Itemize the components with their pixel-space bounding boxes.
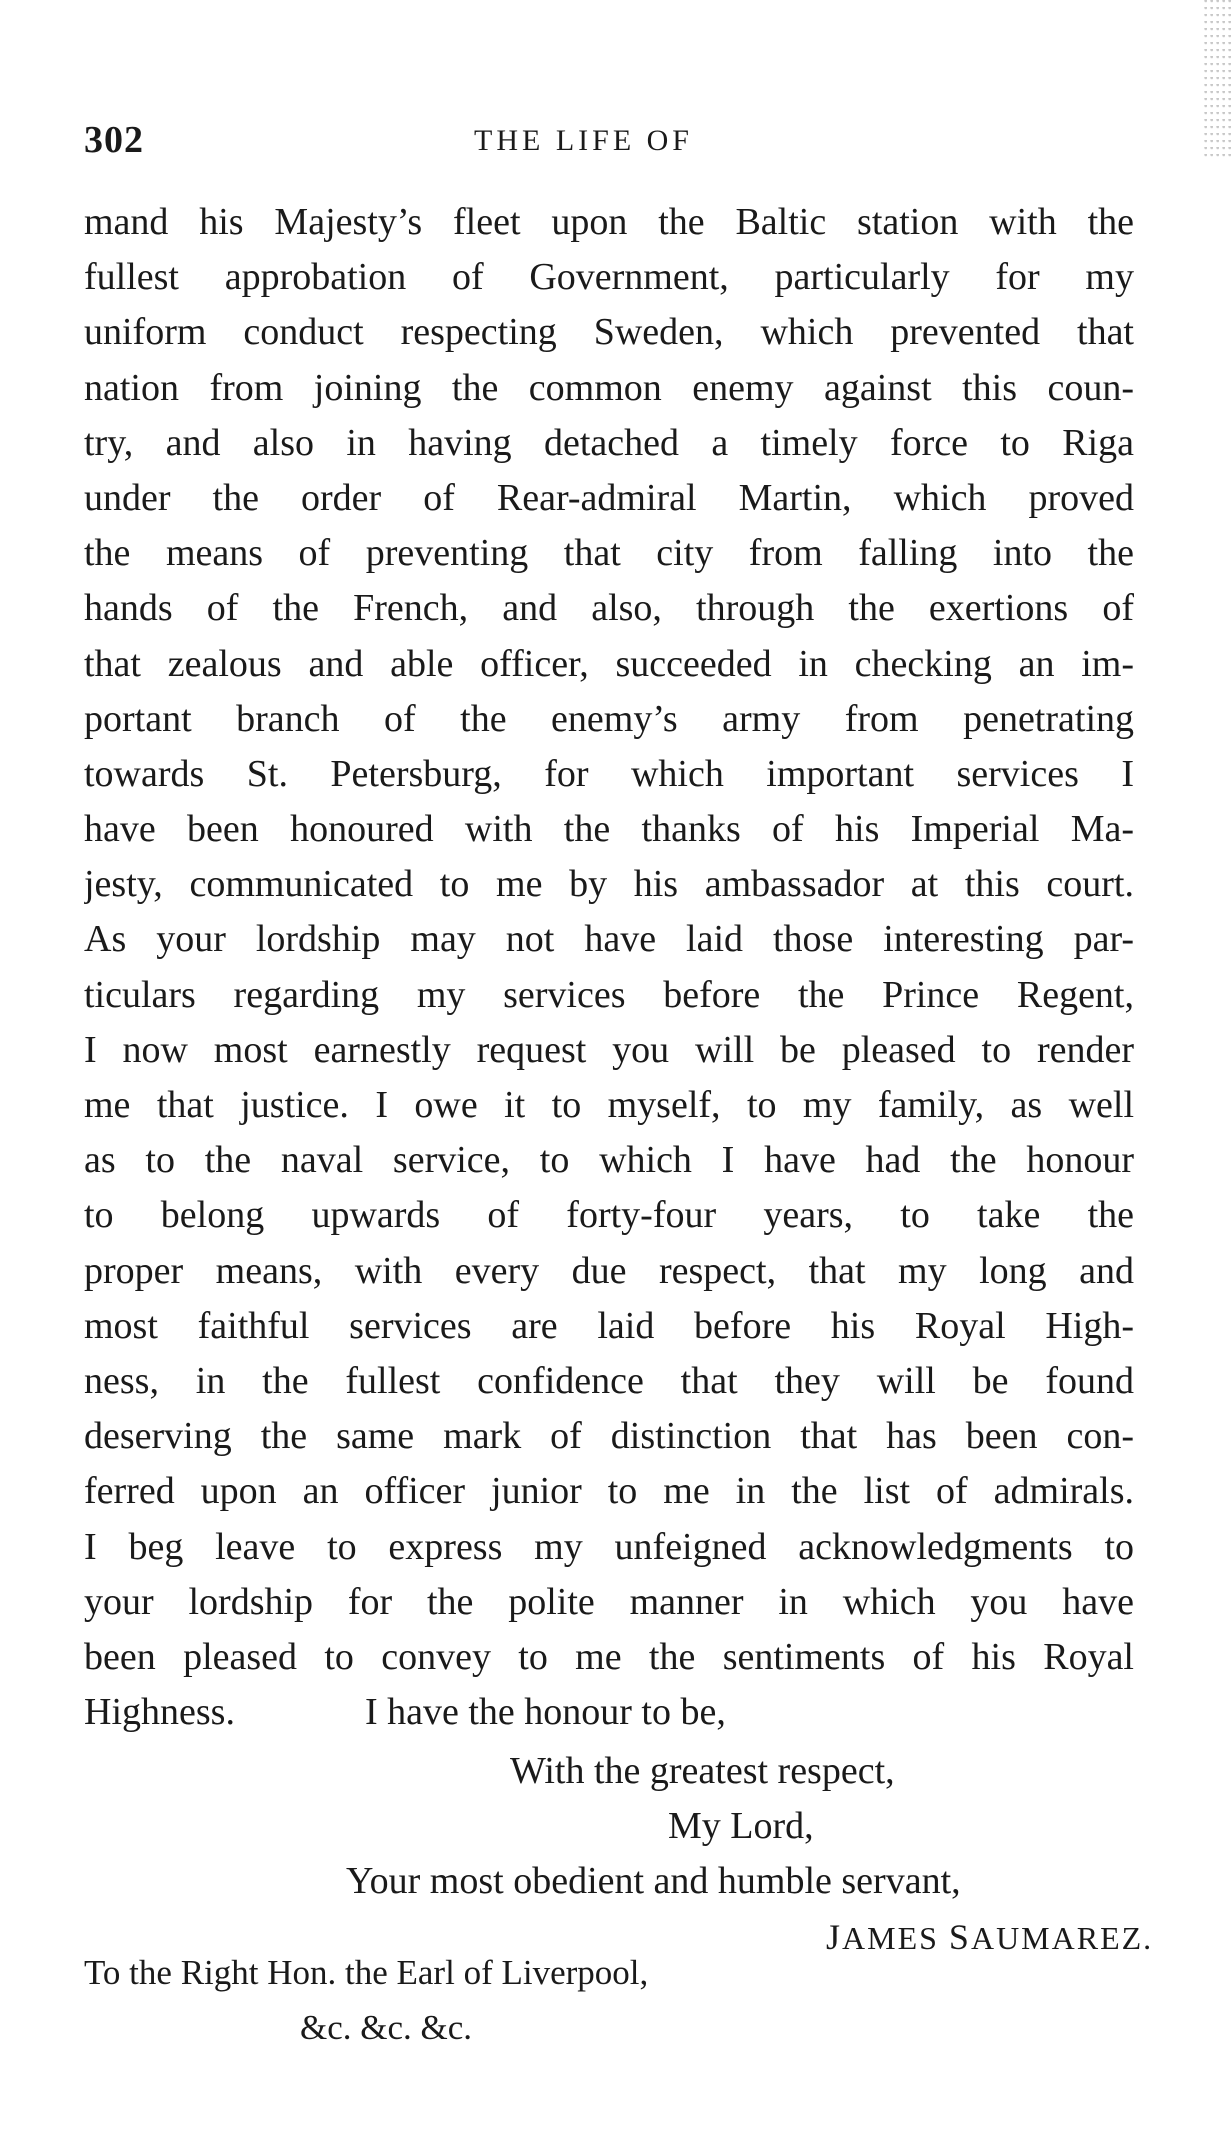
body-line: me that justice. I owe it to myself, to my family, as well — [84, 1084, 1134, 1126]
body-line: have been honoured with the thanks of his Imperial Ma- — [84, 808, 1134, 851]
body-line: the means of preventing that city from falling into the — [84, 532, 1134, 575]
body-line: hands of the French, and also, through the exertions of — [84, 587, 1134, 630]
body-line: deserving the same mark of distinction that has been con- — [84, 1415, 1134, 1458]
body-line: towards St. Petersburg, for which important services I — [84, 752, 1134, 795]
addressee-line-2: &c. &c. &c. — [300, 2008, 473, 2047]
body-line: to belong upwards of forty-four years, to take the — [84, 1194, 1134, 1237]
body-line: try, and also in having detached a timely force to Riga — [84, 421, 1134, 464]
body-line: ferred upon an officer junior to me in the list of admirals. — [84, 1470, 1134, 1513]
signature — [826, 1912, 1153, 1963]
signature-first-initial: J — [826, 1917, 843, 1957]
closing-salutation: My Lord, — [668, 1805, 814, 1847]
final-line-right: I have the honour to be, — [364, 1691, 726, 1734]
signature-first-rest: AMES — [842, 1920, 939, 1956]
signature-last-rest: AUMAREZ. — [970, 1920, 1154, 1956]
page-number: 302 — [84, 119, 144, 161]
body-line: most faithful services are laid before his Royal High- — [84, 1304, 1134, 1347]
body-line: nation from joining the common enemy against this coun- — [84, 366, 1134, 409]
body-line: under the order of Rear-admiral Martin, which proved — [84, 476, 1134, 519]
body-line: uniform conduct respecting Sweden, which prevented that — [84, 311, 1134, 354]
letter-body — [84, 195, 1134, 1740]
body-line: proper means, with every due respect, that my long and — [84, 1249, 1134, 1292]
body-line: As your lordship may not have laid those interesting par- — [84, 918, 1134, 961]
page-edge-speckle — [1201, 0, 1231, 160]
body-line: portant branch of the enemy’s army from penetrating — [84, 697, 1134, 740]
body-line: ticulars regarding my services before the Prince Regent, — [84, 973, 1134, 1016]
closing-respect: With the greatest respect, — [510, 1750, 895, 1792]
body-line: as to the naval service, to which I have had the honour — [84, 1139, 1134, 1182]
body-line: ness, in the fullest confidence that they will be found — [84, 1359, 1134, 1402]
body-line: jesty, communicated to me by his ambassador at this court. — [84, 863, 1134, 906]
body-line: your lordship for the polite manner in which you have — [84, 1580, 1134, 1623]
body-line: I now most earnestly request you will be pleased to render — [84, 1028, 1134, 1071]
body-line: that zealous and able officer, succeeded in checking an im- — [84, 642, 1134, 685]
body-line: I beg leave to express my unfeigned acknowledgments to — [84, 1525, 1134, 1568]
closing-servant: Your most obedient and humble servant, — [346, 1860, 961, 1902]
addressee-line-1: To the Right Hon. the Earl of Liverpool, — [84, 1953, 649, 1992]
running-head — [84, 118, 1134, 168]
signature-last-initial: S — [948, 1917, 971, 1957]
final-line-left: Highness. — [84, 1691, 235, 1734]
body-line: mand his Majesty’s fleet upon the Baltic station with the — [84, 201, 1134, 243]
body-line: been pleased to convey to me the sentiments of his Royal — [84, 1635, 1134, 1678]
running-title: THE LIFE OF — [474, 124, 693, 157]
body-line: fullest approbation of Government, particularly for my — [84, 256, 1134, 299]
body-final-line — [84, 1685, 1134, 1740]
